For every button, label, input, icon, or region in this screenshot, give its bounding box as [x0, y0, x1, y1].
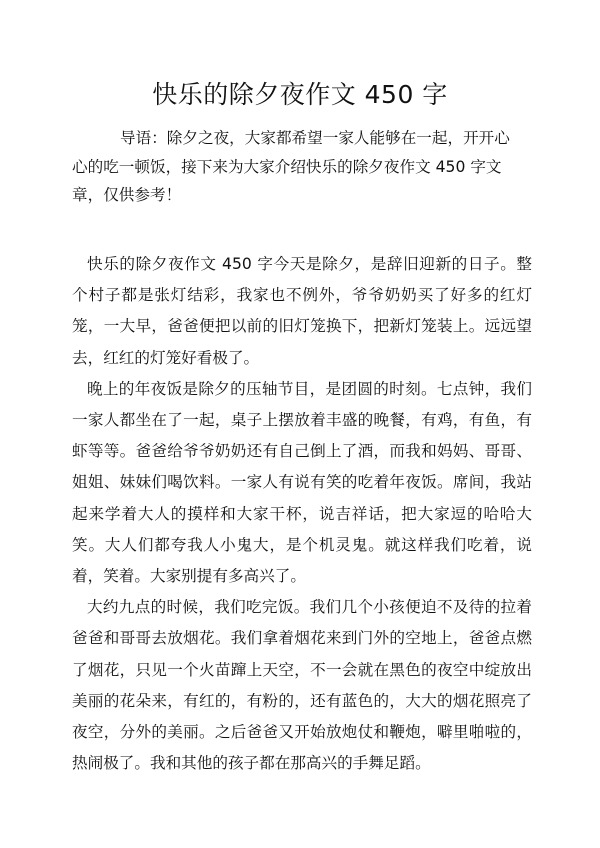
essay-paragraph: 晚上的年夜饭是除夕的压轴节目，是团圆的时刻。七点钟，我们一家人都坐在了一起，桌子上摆放着丰盛的晚餐，有鸡，有鱼，有虾等等。爸爸给爷爷奶奶还有自己倒上了酒，而我和妈妈、哥哥、姐姐、妹妹们喝饮料。一家人有说有笑的吃着年夜饭。席间，我站起来学着大人的摸样和大家干杯，说吉祥话，把大家逗的哈哈大笑。大人们都夸我人小鬼大，是个机灵鬼。就这样我们吃着，说着，笑着。大家别提有多高兴了。 — [72, 379, 532, 586]
intro-first-line: 导语：除夕之夜，大家都希望一家人能够在一起，开开心 — [120, 129, 510, 147]
essay-paragraph: 大约九点的时候，我们吃完饭。我们几个小孩便迫不及待的拉着爸爸和哥哥去放烟花。我们拿着烟花来到门外的空地上，爸爸点燃了烟花，只见一个火苗蹿上天空，不一会就在黑色的夜空中绽放出美丽的花朵来，有红的，有粉的，还有蓝色的，大大的烟花照亮了夜空，分外的美丽。之后爸爸又开始放炮仗和鞭炮，噼里啪啦的，热闹极了。我和其他的孩子都在那高兴的手舞足蹈。 — [72, 598, 532, 773]
document-title: 快乐的除夕夜作文 450 字 — [152, 80, 448, 109]
intro-paragraph — [72, 124, 532, 210]
intro-rest: 心的吃一顿饭，接下来为大家介绍快乐的除夕夜作文 450 字文章，仅供参考！ — [72, 157, 502, 204]
essay-body — [72, 249, 532, 779]
essay-paragraph: 快乐的除夕夜作文 450 字今天是除夕，是辞旧迎新的日子。整个村子都是张灯结彩，我家也不例外，爷爷奶奶买了好多的红灯笼，一大早，爸爸便把以前的旧灯笼换下，把新灯笼装上。远远望去，红红的灯笼好看极了。 — [72, 255, 532, 367]
